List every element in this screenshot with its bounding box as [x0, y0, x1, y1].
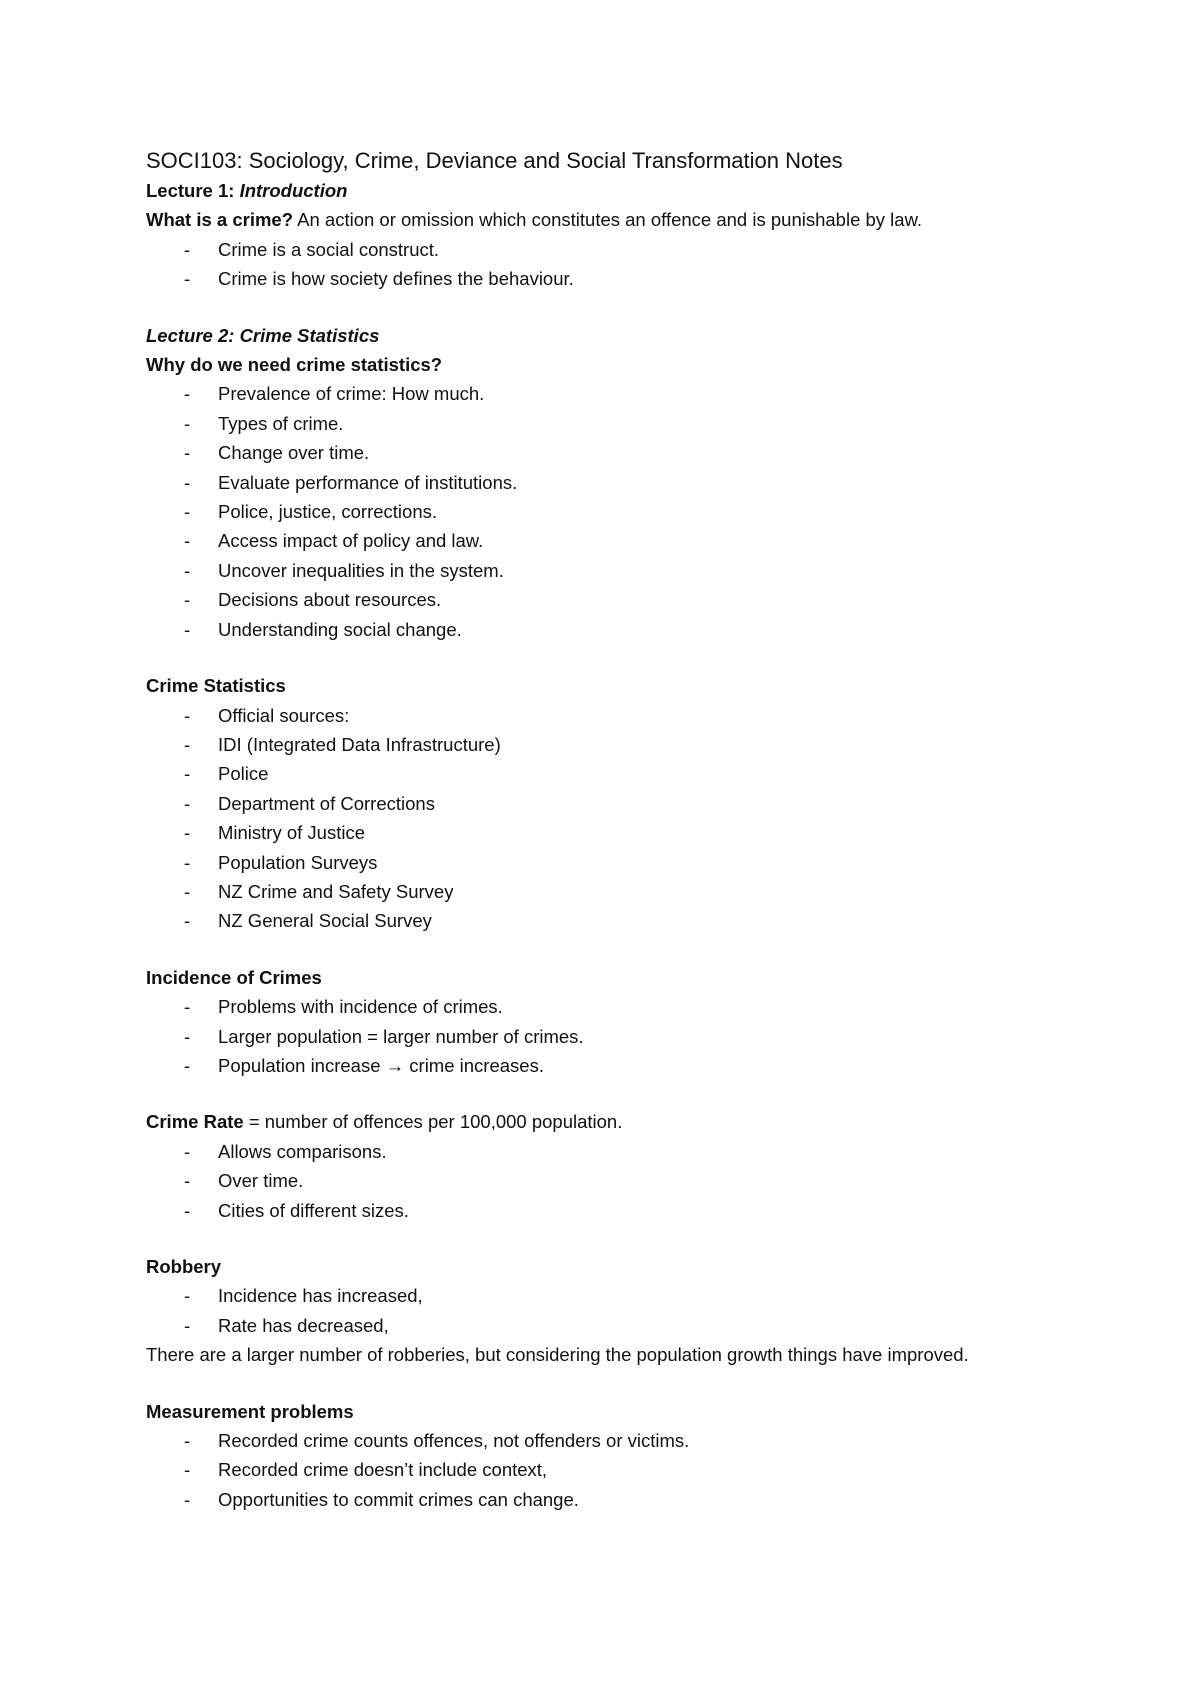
- list-item: [146, 438, 1046, 467]
- bullet-dash: -: [184, 618, 191, 640]
- statistics-question: Why do we need crime statistics?: [146, 354, 443, 376]
- list-item-text: Recorded crime doesn’t include context,: [218, 1459, 548, 1481]
- list-item-text: Understanding social change.: [218, 618, 462, 640]
- list-item: [146, 1311, 1046, 1340]
- bullet-dash: -: [184, 1140, 191, 1162]
- list-item-text: Ministry of Justice: [218, 822, 366, 844]
- lecture-2-label: Lecture 2:: [146, 324, 240, 346]
- list-item-text: Evaluate performance of institutions.: [218, 471, 518, 493]
- list-item: [146, 264, 1046, 293]
- list-item-text: Police, justice, corrections.: [218, 501, 438, 523]
- list-item-text: Types of crime.: [218, 412, 344, 434]
- list-item: [146, 585, 1046, 614]
- list-item: [146, 906, 1046, 935]
- list-item-text: Allows comparisons.: [218, 1140, 387, 1162]
- list-item: [146, 1166, 1046, 1195]
- list-item: [146, 848, 1046, 877]
- list-item: [146, 1022, 1046, 1051]
- bullet-dash: -: [184, 1488, 191, 1510]
- list-item: [146, 1485, 1046, 1514]
- bullet-dash: -: [184, 1054, 191, 1076]
- list-item-text: Access impact of policy and law.: [218, 530, 484, 552]
- crime-rate-definition: [146, 1107, 1046, 1136]
- crime-statistics-list: [146, 701, 1046, 936]
- list-item-text: Recorded crime counts offences, not offenders or victims.: [218, 1430, 690, 1452]
- measurement-heading: Measurement problems: [146, 1400, 354, 1422]
- bullet-dash: -: [184, 996, 191, 1018]
- bullet-dash: -: [184, 763, 191, 785]
- bullet-dash: -: [184, 1430, 191, 1452]
- spacer: [146, 1080, 1046, 1107]
- list-item-text: Decisions about resources.: [218, 589, 442, 611]
- crime-definition: [146, 205, 1046, 234]
- bullet-dash: -: [184, 733, 191, 755]
- bullet-dash: -: [184, 880, 191, 902]
- list-item-text: NZ General Social Survey: [218, 910, 432, 932]
- bullet-dash: -: [184, 910, 191, 932]
- robbery-heading: Robbery: [146, 1256, 222, 1277]
- list-item-text: Rate has decreased,: [218, 1314, 389, 1336]
- bullet-dash: -: [184, 471, 191, 493]
- crime-rate-text: = number of offences per 100,000 population.: [243, 1111, 623, 1133]
- list-item-text: Crime is a social construct.: [218, 238, 440, 260]
- bullet-dash: -: [184, 530, 191, 552]
- robbery-list: [146, 1281, 1046, 1340]
- list-item: [146, 468, 1046, 497]
- bullet-dash: -: [184, 383, 191, 405]
- list-item-text: Incidence has increased,: [218, 1285, 423, 1307]
- measurement-list: [146, 1426, 1046, 1514]
- list-item: [146, 701, 1046, 730]
- document-page: [146, 146, 1046, 1514]
- crime-rate-list: [146, 1137, 1046, 1225]
- list-item-text: Over time.: [218, 1170, 304, 1192]
- incidence-list: [146, 992, 1046, 1080]
- spacer: [146, 1370, 1046, 1397]
- bullet-dash: -: [184, 1199, 191, 1221]
- bullet-dash: -: [184, 822, 191, 844]
- list-item: [146, 497, 1046, 526]
- lecture-2-title: Crime Statistics: [239, 324, 380, 346]
- list-item: [146, 1196, 1046, 1225]
- crime-statistics-heading: Crime Statistics: [146, 675, 286, 697]
- list-item-text: IDI (Integrated Data Infrastructure): [218, 733, 501, 755]
- list-item-text: NZ Crime and Safety Survey: [218, 880, 454, 902]
- list-item-text: Crime is how society defines the behaviour.: [218, 268, 574, 290]
- robbery-paragraph: There are a larger number of robberies, but considering the population growth things have improved.: [146, 1344, 969, 1366]
- bullet-dash: -: [184, 559, 191, 581]
- spacer: [146, 1225, 1046, 1252]
- list-item: [146, 789, 1046, 818]
- list-item: [146, 730, 1046, 759]
- list-item: [146, 1137, 1046, 1166]
- list-item: [146, 379, 1046, 408]
- list-item-text: Population Surveys: [218, 851, 378, 873]
- list-item-text: Larger population = larger number of crimes.: [218, 1025, 584, 1047]
- bullet-dash: -: [184, 442, 191, 464]
- incidence-heading: Incidence of Crimes: [146, 966, 322, 988]
- bullet-dash: -: [184, 851, 191, 873]
- list-item: [146, 877, 1046, 906]
- spacer: [146, 644, 1046, 671]
- list-item-text: Prevalence of crime: How much.: [218, 383, 485, 405]
- bullet-dash: -: [184, 501, 191, 523]
- bullet-dash: -: [184, 1285, 191, 1307]
- list-item-text: Uncover inequalities in the system.: [218, 559, 504, 581]
- list-item: [146, 759, 1046, 788]
- bullet-dash: -: [184, 704, 191, 726]
- bullet-dash: -: [184, 1170, 191, 1192]
- list-item: [146, 235, 1046, 264]
- lecture-1-list: [146, 235, 1046, 294]
- list-item: [146, 526, 1046, 555]
- lecture-1-heading: [146, 176, 1046, 205]
- list-item: [146, 992, 1046, 1021]
- lecture-1-title: Introduction: [239, 180, 348, 201]
- list-item-text: Change over time.: [218, 442, 370, 464]
- lecture-2-heading: [146, 321, 1046, 350]
- document-title: SOCI103: Sociology, Crime, Deviance and Social Transformation Notes: [146, 148, 843, 173]
- spacer: [146, 294, 1046, 321]
- list-item-text: Police: [218, 763, 269, 785]
- lecture-1-label: Lecture 1:: [146, 180, 240, 201]
- list-item-text: Population increase → crime increases.: [218, 1054, 544, 1076]
- crime-rate-term: Crime Rate: [146, 1111, 244, 1133]
- list-item: [146, 556, 1046, 585]
- list-item-text: Official sources:: [218, 704, 350, 726]
- crime-answer: An action or omission which constitutes an offence and is punishable by law.: [293, 209, 923, 231]
- list-item: [146, 1426, 1046, 1455]
- bullet-dash: -: [184, 412, 191, 434]
- bullet-dash: -: [184, 1459, 191, 1481]
- list-item: [146, 1455, 1046, 1484]
- bullet-dash: -: [184, 268, 191, 290]
- bullet-dash: -: [184, 589, 191, 611]
- bullet-dash: -: [184, 1314, 191, 1336]
- bullet-dash: -: [184, 792, 191, 814]
- spacer: [146, 936, 1046, 963]
- lecture-2-list: [146, 379, 1046, 644]
- list-item: [146, 615, 1046, 644]
- list-item: [146, 1281, 1046, 1310]
- list-item-text: Department of Corrections: [218, 792, 435, 814]
- list-item-text: Problems with incidence of crimes.: [218, 996, 503, 1018]
- list-item: [146, 1051, 1046, 1080]
- list-item-text: Opportunities to commit crimes can change.: [218, 1488, 579, 1510]
- bullet-dash: -: [184, 238, 191, 260]
- list-item-text: Cities of different sizes.: [218, 1199, 409, 1221]
- crime-question: What is a crime?: [146, 209, 294, 231]
- list-item: [146, 818, 1046, 847]
- list-item: [146, 409, 1046, 438]
- bullet-dash: -: [184, 1025, 191, 1047]
